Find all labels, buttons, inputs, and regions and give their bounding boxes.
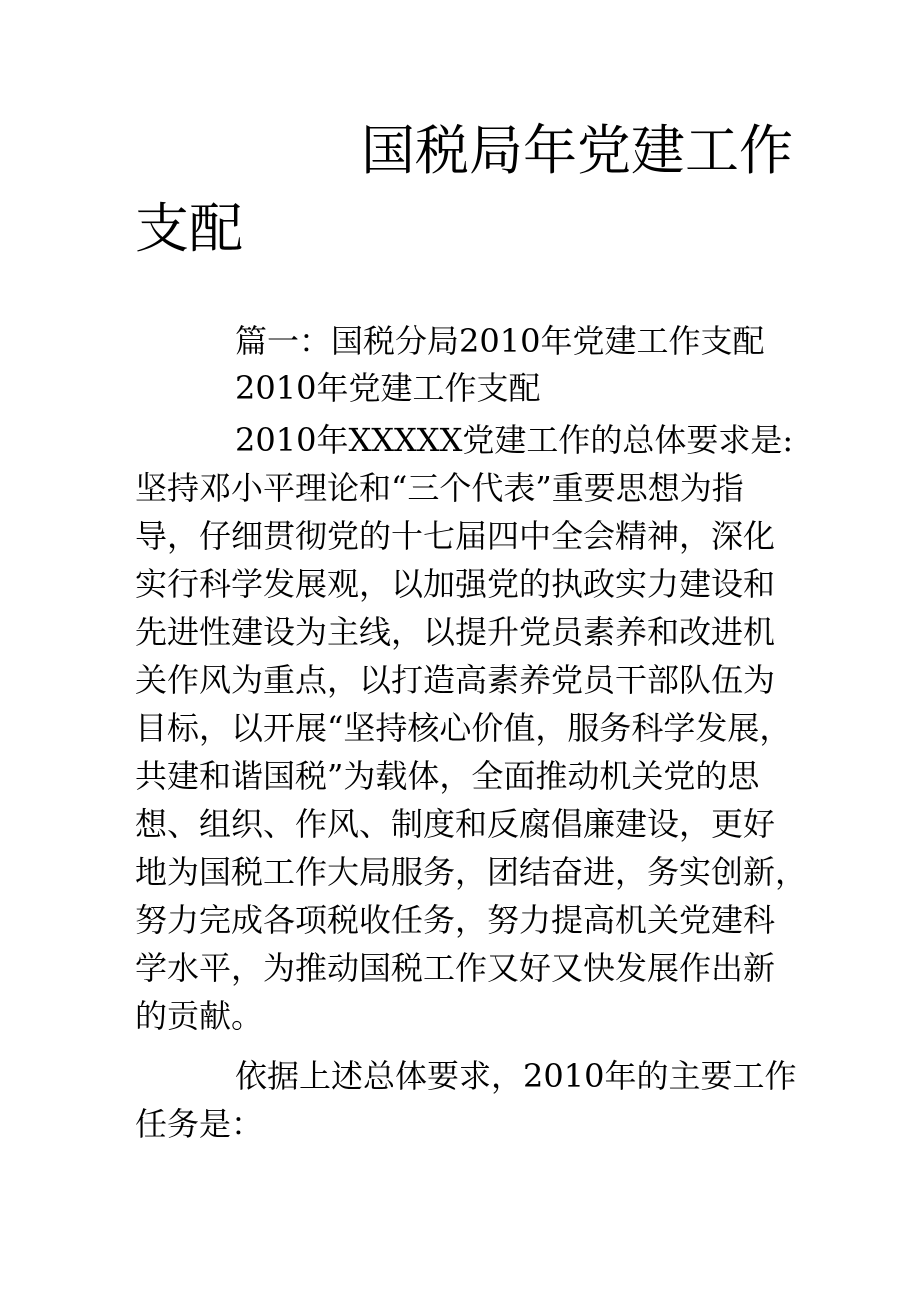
paragraph-line: 关作风为重点，以打造高素养党员干部队伍为 [135,661,776,699]
paragraph-line: 努力完成各项税收任务，努力提高机关党建科 [135,901,776,939]
paragraph-line: 的贡献。 [135,997,264,1035]
paragraph-line: 先进性建设为主线，以提升党员素养和改进机 [135,613,776,651]
paragraph-line: 导，仔细贯彻党的十七届四中全会精神，深化 [135,517,776,555]
paragraph-line: 实行科学发展观，以加强党的执政实力建设和 [135,565,776,603]
paragraph-line: 坚持邓小平理论和“三个代表”重要思想为指 [135,469,744,507]
paragraph-line: 共建和谐国税”为载体，全面推动机关党的思 [135,757,760,795]
paragraph-line: 任务是： [135,1105,264,1143]
paragraph-line: 2010年XXXXX党建工作的总体要求是: [235,421,794,459]
paragraph-line: 地为国税工作大局服务，团结奋进，务实创新， [135,853,808,891]
section-heading: 2010年党建工作支配 [235,369,541,407]
title-line-1: 国税局年党建工作 [361,119,793,182]
paragraph-line: 目标，以开展“坚持核心价值，服务科学发展， [135,709,792,747]
paragraph-1 [135,416,808,1040]
title-line-2: 支配 [135,197,243,260]
document-title [135,112,795,268]
paragraph-line: 想、组织、作风、制度和反腐倡廉建设，更好 [135,805,776,843]
paragraph-2 [135,1052,795,1148]
document-subtitle: 篇一：国税分局2010年党建工作支配 [235,322,765,360]
paragraph-line: 学水平，为推动国税工作又好又快发展作出新 [135,949,776,987]
paragraph-line: 依据上述总体要求，2010年的主要工作 [235,1057,797,1095]
